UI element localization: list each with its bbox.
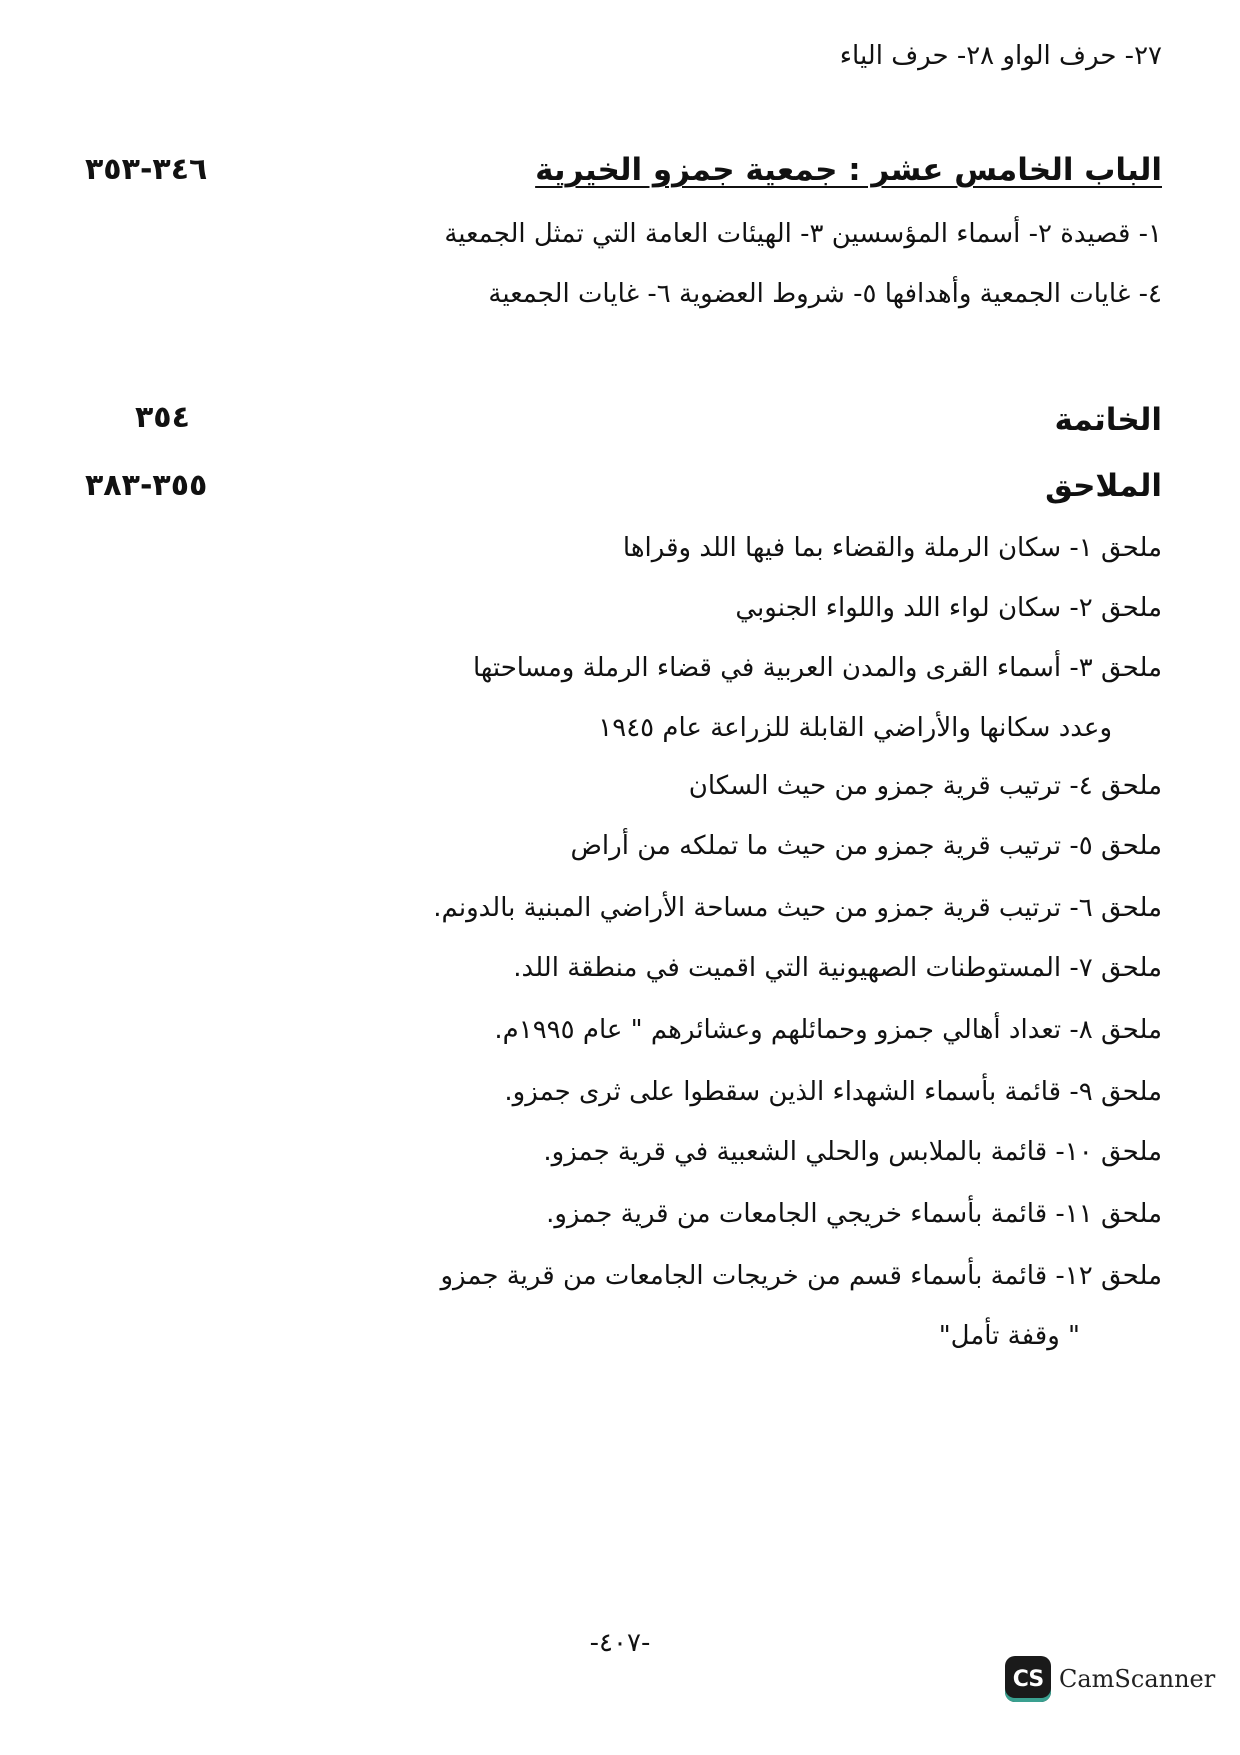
top-line: ٢٧- حرف الواو ٢٨- حرف الياء [839, 41, 1162, 71]
appendix-item-8: ملحق ٨- تعداد أهالي جمزو وحمائلهم وعشائرهم " عام ١٩٩٥م. [494, 1015, 1162, 1045]
appendix-item-12: ملحق ١٢- قائمة بأسماء قسم من خريجات الجامعات من قرية جمزو [440, 1261, 1162, 1291]
camscanner-logo-icon: CS [1005, 1656, 1051, 1702]
appendix-item-1: ملحق ١- سكان الرملة والقضاء بما فيها اللد وقراها [622, 533, 1162, 563]
appendix-item-3-continuation: وعدد سكانها والأراضي القابلة للزراعة عام ١٩٤٥ [598, 713, 1112, 743]
chapter-title: الباب الخامس عشر : جمعية جمزو الخيرية [535, 152, 1162, 188]
chapter-pages: ٣٤٦-٣٥٣ [85, 152, 208, 187]
appendices-pages: ٣٥٥-٣٨٣ [85, 468, 208, 503]
appendices-title: الملاحق [1045, 468, 1162, 504]
appendix-item-9: ملحق ٩- قائمة بأسماء الشهداء الذين سقطوا على ثرى جمزو. [504, 1077, 1162, 1107]
bleed-through-text [762, 26, 770, 54]
appendix-item-6: ملحق ٦- ترتيب قرية جمزو من حيث مساحة الأراضي المبنية بالدونم. [433, 893, 1162, 923]
camscanner-label: CamScanner [1059, 1665, 1216, 1693]
chapter-line-1: ١- قصيدة ٢- أسماء المؤسسين ٣- الهيئات العامة التي تمثل الجمعية [444, 219, 1162, 249]
appendix-item-5: ملحق ٥- ترتيب قرية جمزو من حيث ما تملكه من أراض [570, 831, 1162, 861]
appendix-item-3: ملحق ٣- أسماء القرى والمدن العربية في قضاء الرملة ومساحتها [472, 653, 1162, 683]
conclusion-pages: ٣٥٤ [135, 400, 190, 435]
appendix-item-2: ملحق ٢- سكان لواء اللد واللواء الجنوبي [735, 593, 1162, 623]
camscanner-badge [1005, 1656, 1215, 1702]
appendix-item-12-continuation: " وقفة تأمل" [938, 1321, 1080, 1351]
appendix-item-11: ملحق ١١- قائمة بأسماء خريجي الجامعات من قرية جمزو. [546, 1199, 1162, 1229]
conclusion-title: الخاتمة [1054, 402, 1162, 438]
appendix-item-10: ملحق ١٠- قائمة بالملابس والحلي الشعبية في قرية جمزو. [543, 1137, 1162, 1167]
page-number: -٤٠٧- [589, 1628, 651, 1658]
appendix-item-4: ملحق ٤- ترتيب قرية جمزو من حيث السكان [688, 771, 1162, 801]
chapter-line-2: ٤- غايات الجمعية وأهدافها ٥- شروط العضوية ٦- غايات الجمعية [488, 279, 1162, 309]
appendix-item-7: ملحق ٧- المستوطنات الصهيونية التي اقميت في منطقة اللد. [513, 953, 1162, 983]
